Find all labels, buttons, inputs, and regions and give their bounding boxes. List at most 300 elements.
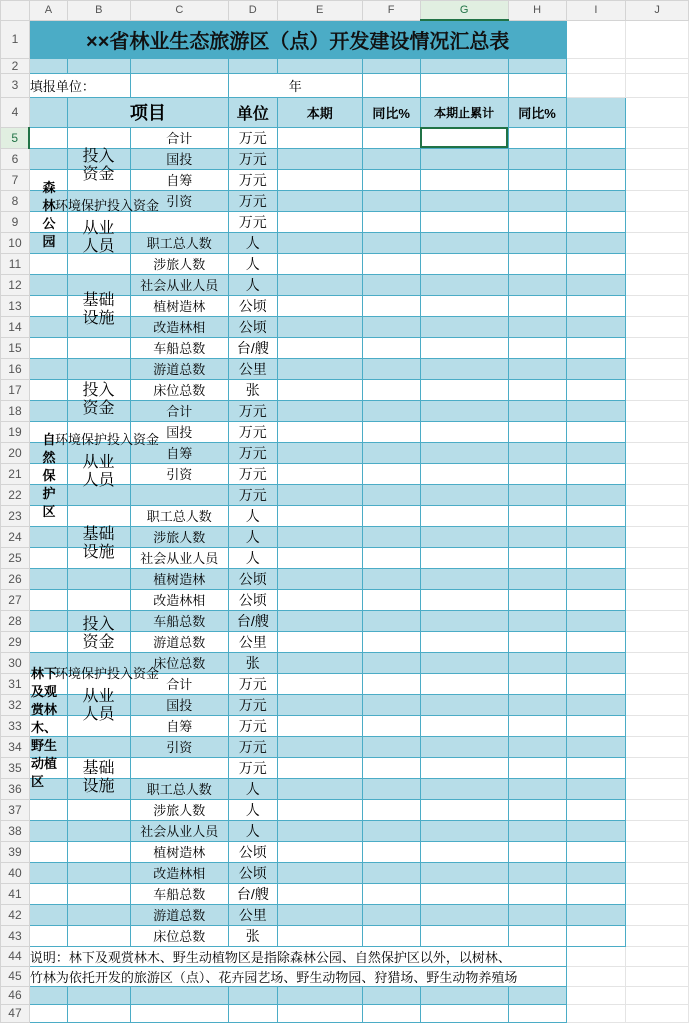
current-value-cell[interactable] [277, 610, 362, 631]
unit-cell[interactable]: 张 [228, 925, 277, 946]
cell[interactable] [626, 715, 689, 736]
group-cell[interactable] [67, 610, 130, 631]
yoy2-value-cell[interactable] [508, 211, 566, 232]
yoy-value-cell[interactable] [362, 442, 420, 463]
yoy-value-cell[interactable] [362, 379, 420, 400]
yoy-value-cell[interactable] [362, 589, 420, 610]
current-value-cell[interactable] [277, 862, 362, 883]
current-value-cell[interactable] [277, 400, 362, 421]
yoy2-value-cell[interactable] [508, 379, 566, 400]
yoy2-value-cell[interactable] [508, 463, 566, 484]
cell[interactable] [67, 1004, 130, 1022]
current-value-cell[interactable] [277, 421, 362, 442]
current-value-cell[interactable] [277, 484, 362, 505]
unit-cell[interactable]: 公顷 [228, 589, 277, 610]
row-header-23[interactable]: 23 [1, 505, 30, 526]
cell[interactable] [626, 505, 689, 526]
current-value-cell[interactable] [277, 232, 362, 253]
yoy-value-cell[interactable] [362, 253, 420, 274]
cumulative-value-cell[interactable] [420, 547, 508, 568]
unit-cell[interactable]: 公顷 [228, 295, 277, 316]
cell[interactable] [566, 757, 626, 778]
row-header-7[interactable]: 7 [1, 169, 30, 190]
cell[interactable] [566, 589, 626, 610]
cell[interactable] [626, 211, 689, 232]
cumulative-value-cell[interactable] [420, 274, 508, 295]
unit-cell[interactable]: 万元 [228, 211, 277, 232]
row-header-20[interactable]: 20 [1, 442, 30, 463]
yoy2-value-cell[interactable] [508, 316, 566, 337]
yoy2-value-cell[interactable] [508, 610, 566, 631]
cumulative-value-cell[interactable] [420, 925, 508, 946]
current-value-cell[interactable] [277, 253, 362, 274]
cumulative-value-cell[interactable] [420, 358, 508, 379]
group-cell[interactable] [67, 358, 130, 379]
cell[interactable] [626, 925, 689, 946]
current-value-cell[interactable] [277, 925, 362, 946]
category-cell[interactable] [29, 925, 67, 946]
category-cell[interactable] [29, 799, 67, 820]
item-name-cell[interactable]: 社会从业人员 [130, 274, 228, 295]
current-value-cell[interactable] [277, 274, 362, 295]
unit-cell[interactable]: 万元 [228, 694, 277, 715]
row-header-34[interactable]: 34 [1, 736, 30, 757]
unit-cell[interactable]: 万元 [228, 190, 277, 211]
cell[interactable] [626, 190, 689, 211]
unit-cell[interactable]: 万元 [228, 484, 277, 505]
cell[interactable] [626, 484, 689, 505]
cell[interactable] [626, 1004, 689, 1022]
cell[interactable] [626, 58, 689, 73]
yoy2-value-cell[interactable] [508, 547, 566, 568]
category-cell[interactable] [29, 715, 67, 736]
cell[interactable] [130, 1004, 228, 1022]
item-name-cell[interactable]: 合计 [130, 400, 228, 421]
group-cell[interactable] [67, 337, 130, 358]
sheet-title-cell[interactable]: ××省林业生态旅游区（点）开发建设情况汇总表 [29, 20, 566, 58]
cell[interactable] [626, 904, 689, 925]
cumulative-value-cell[interactable] [420, 526, 508, 547]
category-cell[interactable] [29, 484, 67, 505]
yoy2-value-cell[interactable] [508, 925, 566, 946]
row-header-18[interactable]: 18 [1, 400, 30, 421]
item-name-cell[interactable]: 涉旅人数 [130, 526, 228, 547]
item-name-cell[interactable]: 改造林相 [130, 862, 228, 883]
category-cell[interactable] [29, 736, 67, 757]
item-name-cell[interactable]: 改造林相 [130, 316, 228, 337]
row-header-25[interactable]: 25 [1, 547, 30, 568]
category-cell[interactable] [29, 442, 67, 463]
yoy2-value-cell[interactable] [508, 421, 566, 442]
cell[interactable] [566, 925, 626, 946]
category-cell[interactable] [29, 568, 67, 589]
current-value-cell[interactable] [277, 568, 362, 589]
category-cell[interactable] [29, 862, 67, 883]
row-header-9[interactable]: 9 [1, 211, 30, 232]
cell[interactable] [626, 232, 689, 253]
item-name-cell[interactable]: 车船总数 [130, 883, 228, 904]
item-name-cell[interactable]: 职工总人数 [130, 505, 228, 526]
cumulative-value-cell[interactable] [420, 568, 508, 589]
column-header-a[interactable]: A [29, 1, 67, 21]
group-cell[interactable] [67, 694, 130, 715]
yoy-value-cell[interactable] [362, 505, 420, 526]
current-value-cell[interactable] [277, 442, 362, 463]
row-header-39[interactable]: 39 [1, 841, 30, 862]
group-cell[interactable] [67, 316, 130, 337]
row-header-4[interactable]: 4 [1, 97, 30, 127]
current-value-cell[interactable] [277, 715, 362, 736]
current-value-cell[interactable] [277, 694, 362, 715]
yoy-value-cell[interactable] [362, 148, 420, 169]
cell[interactable] [508, 986, 566, 1004]
category-cell[interactable] [29, 505, 67, 526]
cell[interactable] [626, 673, 689, 694]
item-name-cell[interactable]: 合计 [130, 673, 228, 694]
row-header-37[interactable]: 37 [1, 799, 30, 820]
cell[interactable] [508, 73, 566, 97]
row-header-27[interactable]: 27 [1, 589, 30, 610]
cell[interactable] [277, 58, 362, 73]
unit-cell[interactable]: 万元 [228, 736, 277, 757]
row-header-19[interactable]: 19 [1, 421, 30, 442]
cell[interactable] [626, 547, 689, 568]
cell[interactable] [566, 820, 626, 841]
cumulative-value-cell[interactable] [420, 484, 508, 505]
cell[interactable] [566, 316, 626, 337]
yoy-value-cell[interactable] [362, 883, 420, 904]
cumulative-value-cell[interactable] [420, 757, 508, 778]
group-cell[interactable] [67, 631, 130, 652]
unit-cell[interactable]: 万元 [228, 400, 277, 421]
category-cell[interactable] [29, 337, 67, 358]
current-value-cell[interactable] [277, 358, 362, 379]
item-name-cell[interactable]: 自筹 [130, 442, 228, 463]
group-cell[interactable] [67, 652, 130, 673]
cell[interactable] [626, 526, 689, 547]
cell[interactable] [626, 652, 689, 673]
cell[interactable] [508, 58, 566, 73]
cell[interactable] [29, 1004, 67, 1022]
cumulative-value-cell[interactable] [420, 883, 508, 904]
cell[interactable] [566, 946, 626, 966]
cumulative-value-cell[interactable] [420, 862, 508, 883]
row-header-13[interactable]: 13 [1, 295, 30, 316]
row-header-3[interactable]: 3 [1, 73, 30, 97]
current-value-cell[interactable] [277, 379, 362, 400]
row-header-45[interactable]: 45 [1, 966, 30, 986]
yoy2-value-cell[interactable] [508, 232, 566, 253]
row-header-33[interactable]: 33 [1, 715, 30, 736]
row-header-31[interactable]: 31 [1, 673, 30, 694]
category-cell[interactable] [29, 400, 67, 421]
unit-cell[interactable]: 人 [228, 526, 277, 547]
category-cell[interactable] [29, 127, 67, 148]
current-value-cell[interactable] [277, 757, 362, 778]
group-cell[interactable] [67, 820, 130, 841]
cell[interactable] [626, 295, 689, 316]
column-header-b[interactable]: B [67, 1, 130, 21]
cell[interactable] [566, 568, 626, 589]
category-cell[interactable] [29, 316, 67, 337]
category-cell[interactable] [29, 295, 67, 316]
group-cell[interactable] [67, 673, 130, 694]
row-header-15[interactable]: 15 [1, 337, 30, 358]
cell[interactable] [566, 73, 626, 97]
cell[interactable] [626, 148, 689, 169]
item-name-cell[interactable]: 植树造林 [130, 568, 228, 589]
cumulative-value-cell[interactable] [420, 694, 508, 715]
cumulative-value-cell[interactable] [420, 589, 508, 610]
cell[interactable] [566, 379, 626, 400]
unit-cell[interactable]: 万元 [228, 757, 277, 778]
cell[interactable] [626, 379, 689, 400]
yoy-value-cell[interactable] [362, 925, 420, 946]
unit-cell[interactable]: 万元 [228, 673, 277, 694]
item-name-cell[interactable] [130, 211, 228, 232]
group-cell[interactable] [67, 253, 130, 274]
yoy-value-cell[interactable] [362, 652, 420, 673]
yoy-value-cell[interactable] [362, 820, 420, 841]
cell[interactable] [626, 274, 689, 295]
group-cell[interactable] [67, 127, 130, 148]
yoy2-value-cell[interactable] [508, 883, 566, 904]
row-header-2[interactable]: 2 [1, 58, 30, 73]
cell[interactable] [626, 463, 689, 484]
category-cell[interactable] [29, 904, 67, 925]
yoy2-value-cell[interactable] [508, 442, 566, 463]
cell[interactable] [626, 799, 689, 820]
unit-cell[interactable]: 万元 [228, 148, 277, 169]
cell[interactable] [566, 127, 626, 148]
category-cell[interactable] [29, 673, 67, 694]
unit-cell[interactable]: 人 [228, 505, 277, 526]
cell[interactable] [228, 1004, 277, 1022]
row-header-16[interactable]: 16 [1, 358, 30, 379]
cumulative-value-cell[interactable] [420, 211, 508, 232]
column-header-c[interactable]: C [130, 1, 228, 21]
yoy-value-cell[interactable] [362, 568, 420, 589]
group-cell[interactable] [67, 715, 130, 736]
yoy2-value-cell[interactable] [508, 673, 566, 694]
cumulative-value-cell[interactable] [420, 673, 508, 694]
yoy-value-cell[interactable] [362, 694, 420, 715]
unit-cell[interactable]: 公顷 [228, 316, 277, 337]
current-value-cell[interactable] [277, 820, 362, 841]
column-header-f[interactable]: F [362, 1, 420, 21]
row-header-44[interactable]: 44 [1, 946, 30, 966]
cumulative-value-cell[interactable] [420, 820, 508, 841]
item-name-cell[interactable]: 床位总数 [130, 652, 228, 673]
category-cell[interactable] [29, 589, 67, 610]
cell[interactable] [626, 442, 689, 463]
row-header-35[interactable]: 35 [1, 757, 30, 778]
cell[interactable] [362, 73, 420, 97]
cumulative-value-cell[interactable] [420, 295, 508, 316]
item-name-cell[interactable]: 国投 [130, 421, 228, 442]
cell[interactable] [566, 673, 626, 694]
cell[interactable] [626, 337, 689, 358]
cumulative-value-cell[interactable] [420, 799, 508, 820]
current-value-cell[interactable] [277, 547, 362, 568]
yoy2-value-cell[interactable] [508, 862, 566, 883]
current-value-cell[interactable] [277, 295, 362, 316]
group-cell[interactable] [67, 757, 130, 778]
cell[interactable] [626, 97, 689, 127]
cell[interactable] [566, 97, 626, 127]
yoy2-value-cell[interactable] [508, 274, 566, 295]
cumulative-value-cell[interactable] [420, 652, 508, 673]
cell[interactable] [566, 358, 626, 379]
item-name-cell[interactable]: 涉旅人数 [130, 253, 228, 274]
row-header-40[interactable]: 40 [1, 862, 30, 883]
group-cell[interactable] [67, 841, 130, 862]
fill-unit-value-cell[interactable] [130, 73, 228, 97]
cell[interactable] [228, 58, 277, 73]
yoy2-value-cell[interactable] [508, 337, 566, 358]
current-value-cell[interactable] [277, 883, 362, 904]
cell[interactable] [566, 58, 626, 73]
cumulative-value-cell[interactable] [420, 463, 508, 484]
current-value-cell[interactable] [277, 778, 362, 799]
row-header-10[interactable]: 10 [1, 232, 30, 253]
cell[interactable] [626, 946, 689, 966]
current-value-cell[interactable] [277, 211, 362, 232]
unit-cell[interactable]: 台/艘 [228, 337, 277, 358]
yoy2-value-cell[interactable] [508, 799, 566, 820]
category-cell[interactable] [29, 379, 67, 400]
current-value-cell[interactable] [277, 316, 362, 337]
item-name-cell[interactable]: 引资 [130, 190, 228, 211]
cell[interactable] [420, 986, 508, 1004]
cell[interactable] [566, 442, 626, 463]
current-value-cell[interactable] [277, 799, 362, 820]
yoy2-value-cell[interactable] [508, 505, 566, 526]
unit-cell[interactable]: 公里 [228, 631, 277, 652]
cumulative-value-cell[interactable] [420, 421, 508, 442]
cell[interactable] [420, 73, 508, 97]
cell[interactable] [566, 20, 626, 58]
yoy-value-cell[interactable] [362, 526, 420, 547]
row-header-41[interactable]: 41 [1, 883, 30, 904]
item-name-cell[interactable]: 游道总数 [130, 358, 228, 379]
cell[interactable] [566, 715, 626, 736]
cumulative-value-cell[interactable] [420, 778, 508, 799]
row-header-29[interactable]: 29 [1, 631, 30, 652]
cell[interactable] [626, 820, 689, 841]
column-header-j[interactable]: J [626, 1, 689, 21]
current-value-cell[interactable] [277, 841, 362, 862]
yoy2-value-cell[interactable] [508, 841, 566, 862]
unit-cell[interactable]: 台/艘 [228, 610, 277, 631]
group-cell[interactable] [67, 295, 130, 316]
yoy2-value-cell[interactable] [508, 568, 566, 589]
cell[interactable] [566, 253, 626, 274]
current-value-cell[interactable] [277, 127, 362, 148]
yoy2-value-cell[interactable] [508, 526, 566, 547]
cumulative-value-cell[interactable] [420, 316, 508, 337]
row-header-12[interactable]: 12 [1, 274, 30, 295]
cell[interactable] [566, 505, 626, 526]
group-cell[interactable] [67, 463, 130, 484]
current-value-cell[interactable] [277, 190, 362, 211]
yoy2-value-cell[interactable] [508, 127, 566, 148]
cell[interactable] [626, 986, 689, 1004]
row-header-32[interactable]: 32 [1, 694, 30, 715]
cell[interactable] [626, 20, 689, 58]
yoy-value-cell[interactable] [362, 715, 420, 736]
unit-cell[interactable]: 人 [228, 274, 277, 295]
item-name-cell[interactable] [130, 757, 228, 778]
yoy-value-cell[interactable] [362, 190, 420, 211]
item-name-cell[interactable]: 引资 [130, 463, 228, 484]
group-cell[interactable] [67, 148, 130, 169]
unit-cell[interactable]: 人 [228, 778, 277, 799]
yoy-value-cell[interactable] [362, 316, 420, 337]
cell[interactable] [566, 778, 626, 799]
unit-cell[interactable]: 人 [228, 547, 277, 568]
cumulative-value-cell[interactable] [420, 841, 508, 862]
group-cell[interactable] [67, 400, 130, 421]
cell[interactable] [362, 1004, 420, 1022]
yoy2-value-cell[interactable] [508, 694, 566, 715]
current-value-cell[interactable] [277, 526, 362, 547]
unit-cell[interactable]: 张 [228, 379, 277, 400]
cumulative-value-cell[interactable] [420, 148, 508, 169]
cell[interactable] [626, 169, 689, 190]
group-cell[interactable] [67, 505, 130, 526]
category-cell[interactable] [29, 694, 67, 715]
cumulative-value-cell[interactable] [420, 169, 508, 190]
cell[interactable] [566, 232, 626, 253]
item-name-cell[interactable]: 职工总人数 [130, 778, 228, 799]
cell[interactable] [626, 694, 689, 715]
group-cell[interactable] [67, 526, 130, 547]
yoy-value-cell[interactable] [362, 400, 420, 421]
current-value-cell[interactable] [277, 631, 362, 652]
cell[interactable] [228, 986, 277, 1004]
current-value-cell[interactable] [277, 148, 362, 169]
category-cell[interactable] [29, 631, 67, 652]
cell[interactable] [626, 127, 689, 148]
current-value-cell[interactable] [277, 673, 362, 694]
row-header-17[interactable]: 17 [1, 379, 30, 400]
selected-cell-g5[interactable] [420, 127, 508, 148]
current-value-cell[interactable] [277, 652, 362, 673]
item-name-cell[interactable]: 游道总数 [130, 631, 228, 652]
current-value-cell[interactable] [277, 505, 362, 526]
yoy-value-cell[interactable] [362, 274, 420, 295]
cell[interactable] [626, 883, 689, 904]
current-value-cell[interactable] [277, 904, 362, 925]
item-name-cell[interactable]: 车船总数 [130, 610, 228, 631]
item-name-cell[interactable]: 自筹 [130, 715, 228, 736]
item-name-cell[interactable] [130, 484, 228, 505]
row-header-11[interactable]: 11 [1, 253, 30, 274]
category-cell[interactable] [29, 652, 67, 673]
unit-cell[interactable]: 万元 [228, 127, 277, 148]
cell[interactable] [566, 610, 626, 631]
unit-cell[interactable]: 公里 [228, 358, 277, 379]
yoy2-value-cell[interactable] [508, 904, 566, 925]
row-header-6[interactable]: 6 [1, 148, 30, 169]
unit-cell[interactable]: 张 [228, 652, 277, 673]
cell[interactable] [566, 148, 626, 169]
group-cell[interactable] [67, 169, 130, 190]
cumulative-value-cell[interactable] [420, 610, 508, 631]
category-cell[interactable] [29, 211, 67, 232]
item-name-cell[interactable]: 社会从业人员 [130, 547, 228, 568]
